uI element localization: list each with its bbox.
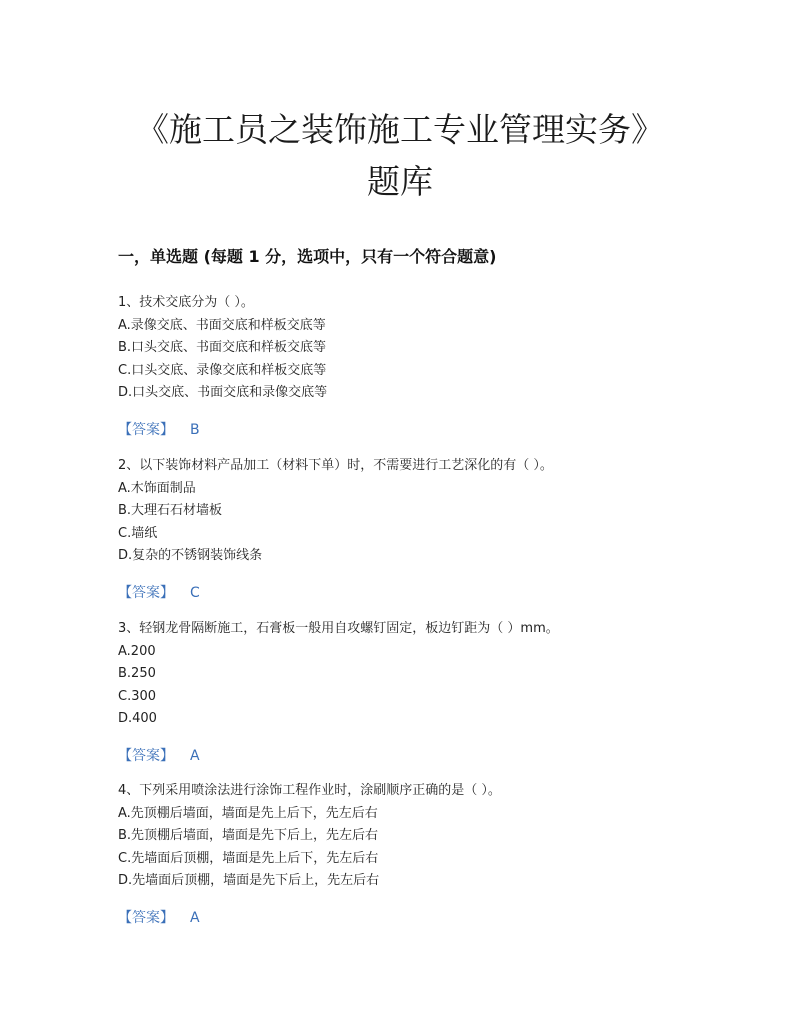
answer-line (118, 582, 718, 604)
answer-label: 【答案】 (118, 909, 174, 926)
section-heading: 一，单选题 (每题 1 分，选项中，只有一个符合题意) (118, 247, 497, 266)
answer-label: 【答案】 (118, 747, 174, 764)
answer-value: A (190, 747, 200, 764)
option-c: C.先墙面后顶棚，墙面是先上后下，先左后右 (118, 850, 379, 866)
option-b: B.大理石石材墙板 (118, 503, 223, 518)
option-a: A.先顶棚后墙面，墙面是先上后下，先左后右 (118, 805, 378, 821)
option-d: D.复杂的不锈钢装饰线条 (118, 548, 263, 563)
answer-label: 【答案】 (118, 584, 174, 601)
answer-value: C (190, 584, 200, 601)
question-4 (118, 780, 718, 929)
option-b: B.250 (118, 666, 156, 681)
option-a: A.200 (118, 643, 156, 659)
option-c: C.口头交底、录像交底和样板交底等 (118, 362, 327, 378)
document-title-continued: 题库 (367, 162, 433, 201)
document-title: 《施工员之装饰施工专业管理实务》 (136, 110, 664, 149)
option-d: D.口头交底、书面交底和录像交底等 (118, 385, 328, 400)
answer-value: B (190, 421, 200, 438)
question-2 (118, 455, 718, 604)
option-d: D.先墙面后顶棚，墙面是先下后上，先左后右 (118, 873, 380, 888)
option-a: A.木饰面制品 (118, 480, 196, 496)
question-1 (118, 292, 718, 441)
question-3 (118, 618, 718, 767)
option-c: C.墙纸 (118, 525, 158, 541)
answer-line (118, 907, 718, 929)
question-stem: 1、技术交底分为（ ）。 (118, 295, 254, 310)
answer-label: 【答案】 (118, 421, 174, 438)
option-b: B.先顶棚后墙面，墙面是先下后上，先左后右 (118, 828, 379, 843)
answer-value: A (190, 909, 200, 926)
answer-line (118, 419, 718, 441)
option-a: A.录像交底、书面交底和样板交底等 (118, 317, 326, 333)
option-b: B.口头交底、书面交底和样板交底等 (118, 340, 327, 355)
option-d: D.400 (118, 711, 157, 726)
question-stem: 2、以下装饰材料产品加工（材料下单）时，不需要进行工艺深化的有（ ）。 (118, 458, 553, 473)
option-c: C.300 (118, 688, 157, 704)
question-stem: 3、轻钢龙骨隔断施工，石膏板一般用自攻螺钉固定，板边钉距为（ ）mm。 (118, 621, 559, 636)
answer-line (118, 745, 718, 767)
question-stem: 4、下列采用喷涂法进行涂饰工程作业时，涂刷顺序正确的是（ ）。 (118, 783, 501, 798)
